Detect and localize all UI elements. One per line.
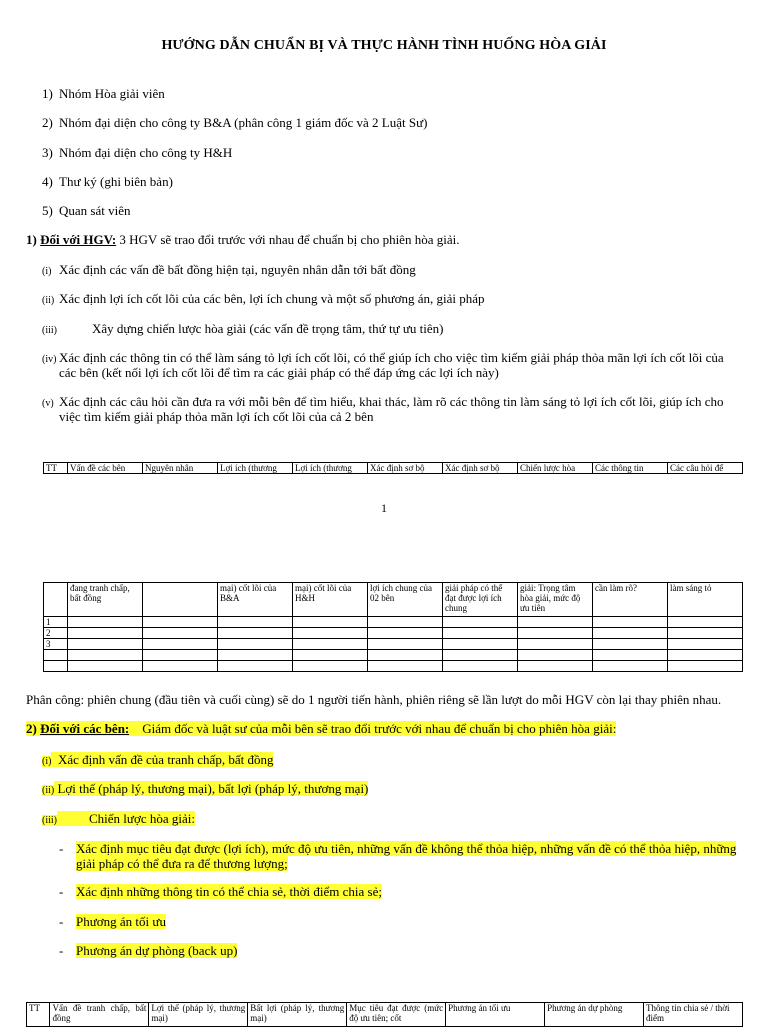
table-header-cell: làm sáng tỏ [668,583,743,617]
item-text: Chiến lược hòa giải: [89,811,195,826]
row-number [44,661,68,672]
section2-intro: Giám đốc và luật sư của mỗi bên sẽ trao đổi trước với nhau để chuẩn bị cho phiên hòa giải: [142,721,617,736]
bullet-text: Xác định mục tiêu đạt được (lợi ích), mức độ ưu tiên, những vấn đề không thể thỏa hiệp, những vấn đề có thể thỏa hiệp, những giải pháp có thể đưa ra để thương lượng; [76,841,737,871]
role-number: 3) [42,145,53,160]
document-title: HƯỚNG DẪN CHUẨN BỊ VÀ THỰC HÀNH TÌNH HUỐNG HÒA GIẢI [161,38,607,53]
table-row [44,639,743,650]
table-header-cell: Vấn đề các bên [68,463,143,474]
item-number: (iv) [42,354,57,365]
table-header-cell [44,583,68,617]
bullet-marker: - [59,943,64,958]
table-header-cell: cần làm rõ? [593,583,668,617]
item-text: Xây dựng chiến lược hòa giải (các vấn đề trọng tâm, thứ tự ưu tiên) [92,321,444,336]
role-number: 1) [42,86,53,101]
section2-number: 2) [26,721,37,736]
table-header-cell: Phương án tối ưu [446,1003,545,1027]
assignment-note: Phân công: phiên chung (đầu tiên và cuối cùng) sẽ do 1 người tiến hành, phiên riêng sẽ lần lượt do mỗi HGV còn lại thay phiên nhau. [26,692,722,707]
table-row [44,650,743,661]
table-header-cell: Thông tin chia sẻ / thời điểm [643,1003,742,1027]
table-header-cell: mại) cốt lõi của H&H [293,583,368,617]
row-number: 3 [44,639,68,650]
table-header-cell: Lợi ích (thương [293,463,368,474]
item-number: (v) [42,398,54,409]
table-header-cell: giải: Trọng tâm hòa giải, mức độ ưu tiên [518,583,593,617]
table-header-cell: Vấn đề tranh chấp, bất đồng [50,1003,149,1027]
role-number: 2) [42,115,53,130]
section2-heading [26,721,616,736]
section1-title: Đối với HGV: [40,232,117,247]
table-header-cell: Các thông tin [593,463,668,474]
parties-table [26,1002,743,1027]
section2-item [42,752,273,769]
hgv-table-header [43,462,743,474]
table-header-cell: Chiến lược hòa [518,463,593,474]
table-header-cell: TT [27,1003,50,1027]
item-text: Xác định các thông tin có thể làm sáng tỏ lợi ích cốt lõi, có thể giúp ích cho việc tìm kiếm giải pháp thỏa mãn lợi ích cốt lõi của các bên (kết nối lợi ích cốt lõi để tìm ra các giải pháp có thể đáp ứng các lợi ích này) [59,350,724,380]
item-text: Xác định vấn đề của tranh chấp, bất đồng [57,752,274,767]
section2-title: Đối với các bên: [40,721,130,736]
table-header-cell: Lợi thế (pháp lý, thương mại) [149,1003,248,1027]
table-header-cell: Lợi ích (thương [218,463,293,474]
item-text: Xác định lợi ích cốt lõi của các bên, lợi ích chung và một số phương án, giải pháp [59,291,485,306]
section2-item [42,811,195,828]
table-row [44,628,743,639]
row-number: 1 [44,617,68,628]
table-header-cell: TT [44,463,68,474]
role-number: 4) [42,174,53,189]
table-header-cell: lợi ích chung của 02 bên [368,583,443,617]
section2-item [42,781,368,798]
page-number: 1 [381,501,387,515]
item-number: (iii) [42,325,57,336]
section1-number: 1) [26,232,37,247]
bullet-marker: - [59,884,64,899]
role-number: 5) [42,203,53,218]
table-header-cell: giải pháp có thể đạt được lợi ích chung [443,583,518,617]
item-text: Lợi thế (pháp lý, thương mại), bất lợi (pháp lý, thương mại) [57,781,369,796]
table-header-cell: đang tranh chấp, bất đồng [68,583,143,617]
role-text: Thư ký (ghi biên bản) [59,174,173,189]
role-text: Nhóm Hòa giải viên [59,86,165,101]
hgv-table [43,582,743,672]
table-header-cell: Nguyên nhân [143,463,218,474]
bullet-text: Phương án tối ưu [76,914,166,929]
item-number: (i) [42,756,52,767]
role-text: Nhóm đại diện cho công ty B&A (phân công 1 giám đốc và 2 Luật Sư) [59,115,428,130]
item-number: (ii) [42,785,55,796]
table-row [44,661,743,672]
role-text: Nhóm đại diện cho công ty H&H [59,145,233,160]
row-number [44,650,68,661]
table-row [44,617,743,628]
table-header-cell: mại) cốt lõi của B&A [218,583,293,617]
item-text: Xác định các vấn đề bất đồng hiện tại, nguyên nhân dẫn tới bất đồng [59,262,416,277]
table-header-cell: Các câu hỏi để [668,463,743,474]
table-header-cell: Xác định sơ bộ [443,463,518,474]
table-header-cell: Mục tiêu đạt được (mức độ ưu tiên; cốt [347,1003,446,1027]
table-header-cell: Bất lợi (pháp lý, thương mại) [248,1003,347,1027]
bullet-marker: - [59,841,64,856]
item-number: (i) [42,266,52,277]
item-number: (ii) [42,295,55,306]
bullet-text: Phương án dự phòng (back up) [76,943,238,958]
item-number: (iii) [42,815,57,826]
bullet-text: Xác định những thông tin có thể chia sẻ, thời điểm chia sẻ; [76,884,382,899]
section1-intro: 3 HGV sẽ trao đổi trước với nhau để chuẩn bị cho phiên hòa giải. [116,232,460,247]
bullet-marker: - [59,914,64,929]
section1-heading [26,232,459,247]
item-text: Xác định các câu hỏi cần đưa ra với mỗi bên để tìm hiểu, khai thác, làm rõ các thông tin làm sáng tỏ lợi ích cốt lõi, giúp ích cho việc tìm kiếm giải pháp thỏa mãn lợi ích cốt lõi của cả 2 bên [59,394,724,424]
table-header-cell: Phương án dự phòng [545,1003,644,1027]
row-number: 2 [44,628,68,639]
table-header-cell [143,583,218,617]
role-text: Quan sát viên [59,203,131,218]
table-header-cell: Xác định sơ bộ [368,463,443,474]
